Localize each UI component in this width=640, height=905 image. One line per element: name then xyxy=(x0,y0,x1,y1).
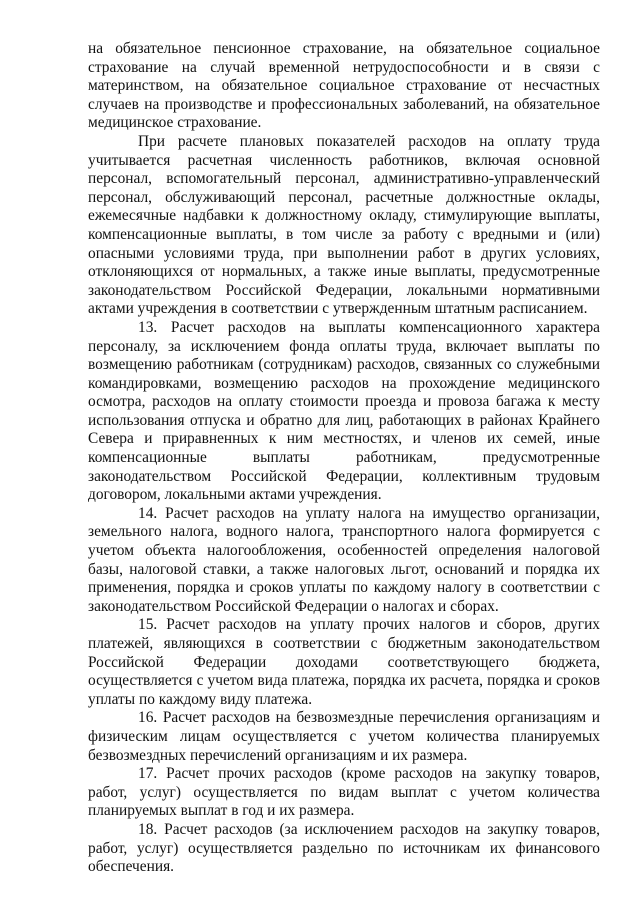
paragraph-17: 17. Расчет прочих расходов (кроме расходов на закупку товаров, работ, услуг) осуществляется по видам выплат с учетом количества планируемых выплат в год и их размера. xyxy=(88,765,600,820)
paragraph-16: 16. Расчет расходов на безвозмездные перечисления организациям и физическим лицам осуществляется с учетом количества планируемых безвозмездных перечислений организациям и их размера. xyxy=(88,709,600,764)
paragraph-18: 18. Расчет расходов (за исключением расходов на закупку товаров, работ, услуг) осуществляется раздельно по источникам их финансового обеспечения. xyxy=(88,820,600,876)
paragraph-15: 15. Расчет расходов на уплату прочих налогов и сборов, других платежей, являющихся в соответствии с бюджетным законодательством Российской Федерации доходами соответствующего бюджета, осуществляется с учетом вида платежа, порядка их расчета, порядка и сроков уплаты по каждому виду платежа. xyxy=(88,616,600,708)
paragraph-13: 13. Расчет расходов на выплаты компенсационного характера персоналу, за исключением фонда оплаты труда, включает выплаты по возмещению работникам (сотрудникам) расходов, связанных со служебными командировками, возмещению расходов на прохождение медицинского осмотра, расходов на оплату стоимости проезда и провоза багажа к месту использования отпуска и обратно для лиц, работающих в районах Крайнего Севера и приравненных к ним местностях, и членов их семей, иные компенсационные выплаты работникам, предусмотренные законодательством Российской Федерации, коллективным трудовым договором, локальными актами учреждения. xyxy=(88,318,600,504)
paragraph-payroll-calculation: При расчете плановых показателей расходов на оплату труда учитывается расчетная численность работников, включая основной персонал, вспомогательный персонал, административно-управленческий персонал, обслуживающий персонал, расчетные должностные оклады, ежемесячные надбавки к должностному окладу, стимулирующие выплаты, компенсационные выплаты, в том числе за работу с вредными и (или) опасными условиями труда, при выполнении работ в других условиях, отклоняющихся от нормальных, а также иные выплаты, предусмотренные законодательством Российской Федерации, локальными нормативными актами учреждения в соответствии с утвержденным штатным расписанием. xyxy=(88,132,600,318)
paragraph-continuation: на обязательное пенсионное страхование, на обязательное социальное страхование на случай временной нетрудоспособности и в связи с материнством, на обязательное социальное страхование от несчастных случаев на производстве и профессиональных заболеваний, на обязательное медицинское страхование. xyxy=(88,40,600,132)
paragraph-14: 14. Расчет расходов на уплату налога на имущество организации, земельного налога, водного налога, транспортного налога формируется с учетом объекта налогообложения, особенностей определения налоговой базы, налоговой ставки, а также налоговых льгот, оснований и порядка их применения, порядка и сроков уплаты по каждому налогу в соответствии с законодательством Российской Федерации о налогах и сборах. xyxy=(88,504,600,615)
